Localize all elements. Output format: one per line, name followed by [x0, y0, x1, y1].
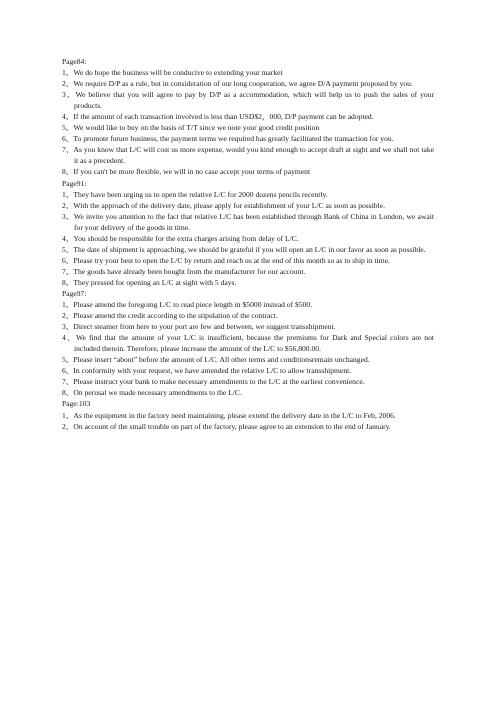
list-item: 5、We would like to buy on the basis of T/T since we note your good credit position [62, 123, 320, 133]
list-item: 3、Direct steamer from here to your port are few and between, we suggest transshipment. [62, 322, 336, 332]
list-item: 3、We believe that you will agree to pay by D/P as a accommodation, which will help us to push the sales of your products. [62, 90, 434, 111]
list-item: 2、Please amend the credit according to the stipulation of the contract. [62, 311, 278, 321]
list-item: 5、Please insert “about” before the amount of L/C. All other terms and conditionsremain unchanged. [62, 355, 370, 365]
list-item: 2、We require D/P as a rule, but in consideration of our long cooperation, we agree D/A payment proposed by you. [62, 79, 413, 89]
list-item: 6、Please try your best to open the L/C by return and reach us at the end of this month so as to ship in time. [62, 255, 390, 265]
list-item: 1、As the equipment in the factory need maintaining, please extend the delivery date in the L/C to Feb, 2006. [62, 410, 396, 420]
list-item: 4、We find that the amount of your L/C is insufficient, because the premiums for Dark and Special colors are not included therein. Therefore, please increase the amount of the L/C to $56,800.00. [62, 333, 434, 354]
section-title: Page97: [62, 288, 87, 298]
section-title: Page:103 [62, 399, 91, 409]
list-item: 1、Please amend the foregoing L/C to read piece length in $5000 instead of $500. [62, 300, 313, 310]
list-item: 4、You should be responsible for the extra charges arising from delay of L/C. [62, 233, 299, 243]
list-item: 2、On account of the small trouble on part of the factory, please agree to an extension to the end of January. [62, 421, 391, 431]
list-item: 8、On perusal we made necessary amendments to the L/C. [62, 388, 242, 398]
list-item: 1、We do hope the business will be conducive to extending your market [62, 68, 283, 78]
list-item: 3、We invite you attention to the fact that relative L/C has been established through Bank of China in London, we await for your delivery of the goods in time. [62, 211, 434, 232]
document-body [62, 56, 434, 432]
list-item: 2、With the approach of the delivery date, please apply for establishment of your L/C as soon as possible. [62, 200, 385, 210]
section-title: Page84: [62, 57, 87, 66]
list-item: 6、To promote future business, the payment terms we required has greatly facilitated the transaction for you. [62, 134, 394, 144]
list-item: 8、If you can't be more flexible, we will in no case accept your terms of payment [62, 167, 311, 177]
list-item: 1、They have been urging us to open the relative L/C for 2000 dozens pencils recently. [62, 189, 328, 199]
section-title: Page91: [62, 178, 87, 188]
list-item: 4、If the amount of each transaction involved is less than USD$2，000, D/P payment can be adopted. [62, 112, 374, 122]
list-item: 8、They pressed for opening an L/C at sight with 5 days. [62, 277, 237, 287]
list-item: 7、As you know that L/C will cost us more expense, would you kind enough to accept draft at sight and we shall not take it as a precedent. [62, 145, 434, 166]
list-item: 5、The date of shipment is approaching, we should be grateful if you will open an L/C in our favor as soon as possible. [62, 244, 426, 254]
list-item: 7、The goods have already been bought from the manufacturer for our account. [62, 266, 306, 276]
list-item: 7、Please instruct your bank to make necessary amendments to the L/C at the earliest convenience. [62, 377, 365, 387]
list-item: 6、In conformity with your request, we have amended the relative L/C to allow transshipment. [62, 366, 352, 376]
